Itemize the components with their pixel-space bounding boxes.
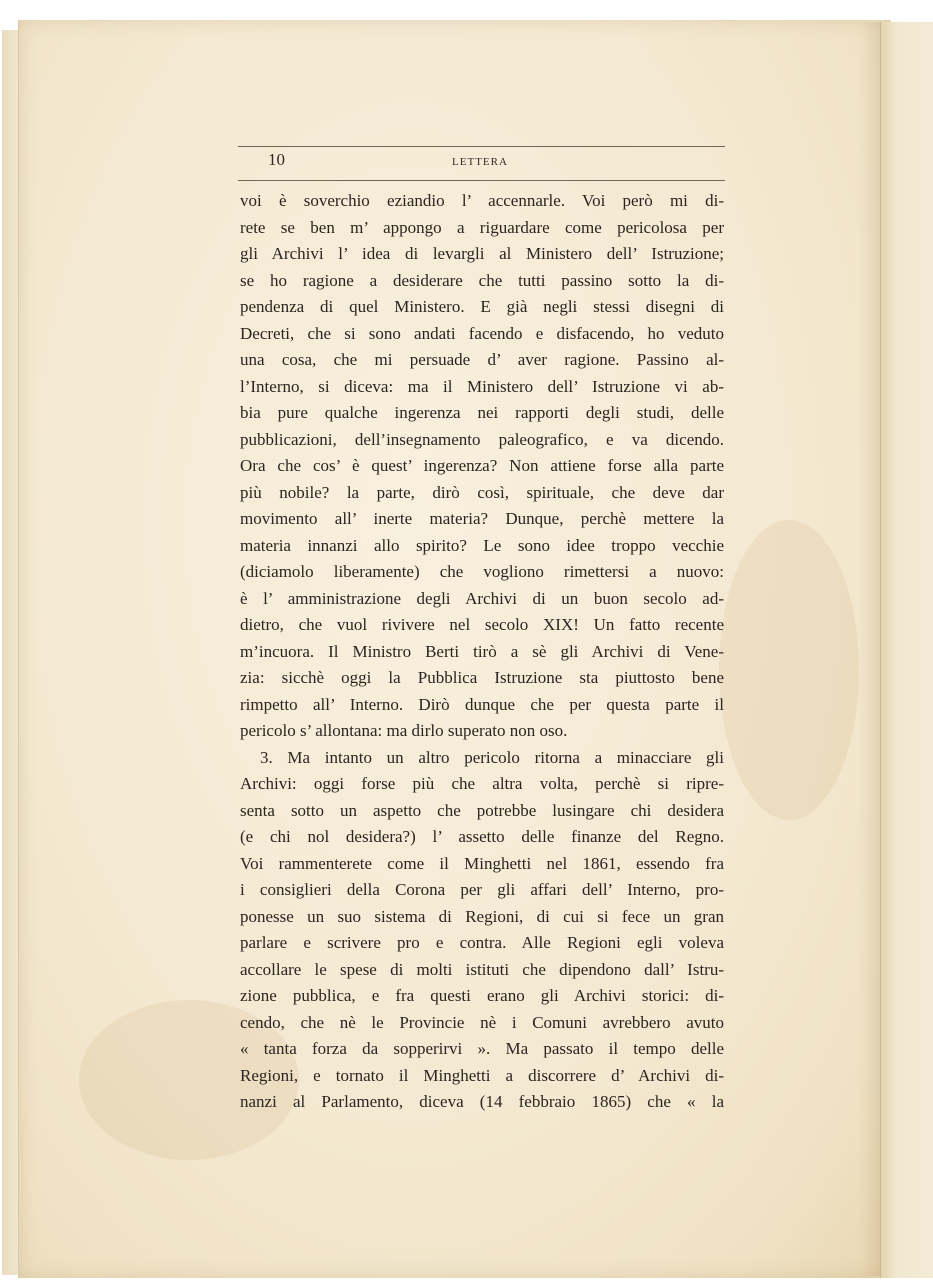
- text-line: Decreti, che si sono andati facendo e disfacendo, ho veduto: [240, 323, 724, 343]
- text-line: pericolo s’ allontana: ma dirlo superato non oso.: [240, 721, 568, 740]
- text-line: pubblicazioni, dell’insegnamento paleografico, e va dicendo.: [240, 429, 724, 449]
- text-line: Archivi: oggi forse più che altra volta, perchè si ripre-: [240, 774, 724, 793]
- paper-stain: [719, 520, 859, 820]
- text-line: è l’ amministrazione degli Archivi di un buon secolo ad-: [240, 588, 724, 608]
- text-line: Voi rammenterete come il Minghetti nel 1861, essendo fra: [240, 853, 724, 873]
- page-fold-shadow: [858, 22, 882, 1276]
- text-line: i consiglieri della Corona per gli affari dell’ Interno, pro-: [240, 880, 724, 899]
- text-line: gli Archivi l’ idea di levargli al Ministero dell’ Istruzione;: [240, 244, 724, 263]
- text-line: dietro, che vuol rivivere nel secolo XIX! Un fatto recente: [240, 615, 724, 634]
- text-line: cendo, che nè le Provincie nè i Comuni avrebbero avuto: [240, 1012, 724, 1032]
- text-line: parlare e scrivere pro e contra. Alle Regioni egli voleva: [240, 933, 724, 952]
- body-text: [240, 188, 724, 1116]
- text-line: m’incuora. Il Ministro Berti tirò a sè gli Archivi di Vene-: [240, 641, 724, 661]
- text-line: « tanta forza da sopperirvi ». Ma passato il tempo delle: [240, 1039, 724, 1058]
- text-line: zione pubblica, e fra questi erano gli Archivi storici: di-: [240, 986, 724, 1005]
- text-line: accollare le spese di molti istituti che dipendono dall’ Istru-: [240, 959, 724, 979]
- text-line: bia pure qualche ingerenza nei rapporti degli studi, delle: [240, 403, 724, 422]
- section-start-line: 3. Ma intanto un altro pericolo ritorna a minacciare gli: [260, 747, 724, 767]
- text-line: (diciamolo liberamente) che vogliono rimettersi a nuovo:: [240, 562, 724, 581]
- text-line: Regioni, e tornato il Minghetti a discorrere d’ Archivi di-: [240, 1065, 724, 1085]
- text-line: rimpetto all’ Interno. Dirò dunque che per questa parte il: [240, 694, 724, 714]
- text-line: materia innanzi allo spirito? Le sono idee troppo vecchie: [240, 535, 724, 555]
- text-line: senta sotto un aspetto che potrebbe lusingare chi desidera: [240, 800, 724, 820]
- text-line: (e chi nol desidera?) l’ assetto delle finanze del Regno.: [240, 827, 724, 846]
- text-line: l’Interno, si diceva: ma il Ministero dell’ Istruzione vi ab-: [240, 376, 724, 396]
- text-line: voi è soverchio eziandio l’ accennarle. Voi però mi di-: [240, 191, 724, 210]
- text-line: nanzi al Parlamento, diceva (14 febbraio 1865) che « la: [240, 1092, 724, 1111]
- page-number: 10: [268, 150, 285, 169]
- text-line: movimento all’ inerte materia? Dunque, perchè mettere la: [240, 509, 724, 528]
- next-page-edge: [880, 22, 933, 1278]
- text-line: pendenza di quel Ministero. E già negli stessi disegni di: [240, 297, 724, 316]
- header-rule-top: [238, 146, 725, 147]
- text-line: una cosa, che mi persuade d’ aver ragione. Passino al-: [240, 350, 724, 369]
- running-head: LETTERA: [452, 156, 508, 168]
- text-line: ponesse un suo sistema di Regioni, di cui si fece un gran: [240, 906, 724, 926]
- text-line: se ho ragione a desiderare che tutti passino sotto la di-: [240, 270, 724, 290]
- header-rule-bottom: [238, 180, 725, 181]
- text-line: rete se ben m’ appongo a riguardare come pericolosa per: [240, 217, 724, 237]
- text-line: zia: sicchè oggi la Pubblica Istruzione sta piuttosto bene: [240, 668, 724, 687]
- text-line: Ora che cos’ è quest’ ingerenza? Non attiene forse alla parte: [240, 456, 724, 475]
- text-line: più nobile? la parte, dirò così, spirituale, che deve dar: [240, 482, 724, 502]
